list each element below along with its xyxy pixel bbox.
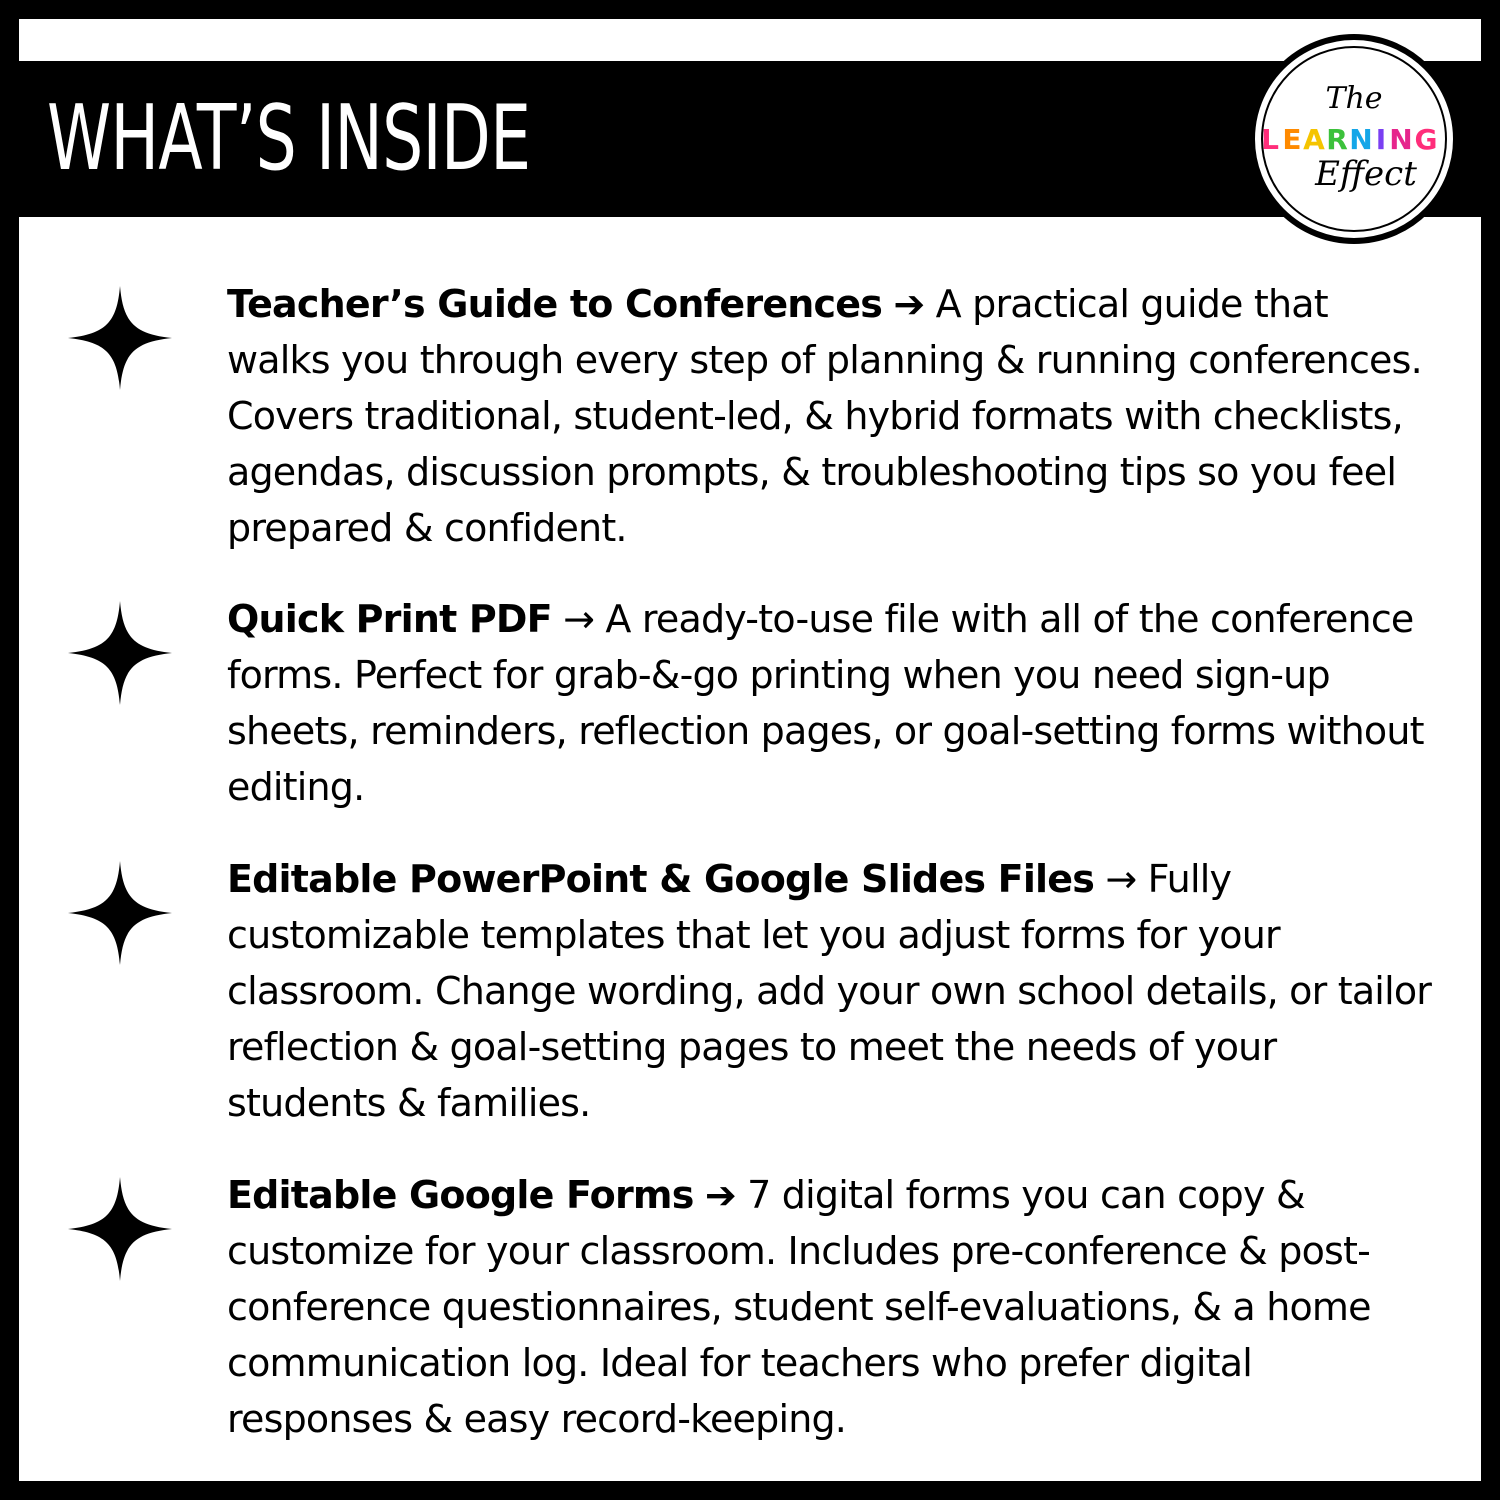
- item-title: Quick Print PDF: [227, 597, 552, 641]
- svg-text:N: N: [1389, 123, 1413, 156]
- four-point-sparkle-icon: [66, 599, 174, 707]
- item-text: [227, 276, 1437, 556]
- item-body: A ready-to-use file with all of the conference forms. Perfect for grab-&-go printing when you need sign-up sheets, reminders, reflection pages, or goal-setting forms without editing.: [227, 597, 1424, 809]
- svg-text:A: A: [1303, 123, 1325, 156]
- svg-text:Effect: Effect: [1315, 154, 1417, 194]
- svg-text:N: N: [1349, 123, 1373, 156]
- svg-text:The: The: [1325, 81, 1383, 116]
- svg-text:R: R: [1326, 123, 1348, 156]
- arrow-icon: ➔: [893, 282, 925, 326]
- item-title: Editable PowerPoint & Google Slides Files: [227, 857, 1095, 901]
- arrow-icon: →: [563, 597, 595, 641]
- svg-text:I: I: [1375, 123, 1387, 156]
- four-point-sparkle-icon: [66, 284, 174, 392]
- arrow-icon: →: [1105, 857, 1137, 901]
- svg-text:G: G: [1414, 123, 1438, 156]
- page-title: WHAT’S INSIDE: [47, 86, 531, 191]
- four-point-sparkle-icon: [66, 859, 174, 967]
- arrow-icon: ➔: [704, 1173, 736, 1217]
- item-title: Editable Google Forms: [227, 1173, 694, 1217]
- four-point-sparkle-icon: [66, 1175, 174, 1283]
- item-body: A practical guide that walks you through every step of planning & running conferences. Covers traditional, student-led, & hybrid formats with checklists, agendas, discussion prompts, & troubleshooting tips so you feel prepared & confident.: [227, 282, 1422, 550]
- item-body: 7 digital forms you can copy & customize for your classroom. Includes pre-conference & post-conference questionnaires, student self-evaluations, & a home communication log. Ideal for teachers who prefer digital responses & easy record-keeping.: [227, 1173, 1371, 1441]
- item-text: [227, 591, 1437, 815]
- item-title: Teacher’s Guide to Conferences: [227, 282, 883, 326]
- svg-text:E: E: [1282, 123, 1302, 156]
- item-text: [227, 851, 1437, 1131]
- item-body: Fully customizable templates that let you adjust forms for your classroom. Change wording, add your own school details, or tailor reflection & goal-setting pages to meet the needs of your students & families.: [227, 857, 1432, 1125]
- svg-text:L: L: [1261, 123, 1279, 156]
- item-text: [227, 1167, 1437, 1447]
